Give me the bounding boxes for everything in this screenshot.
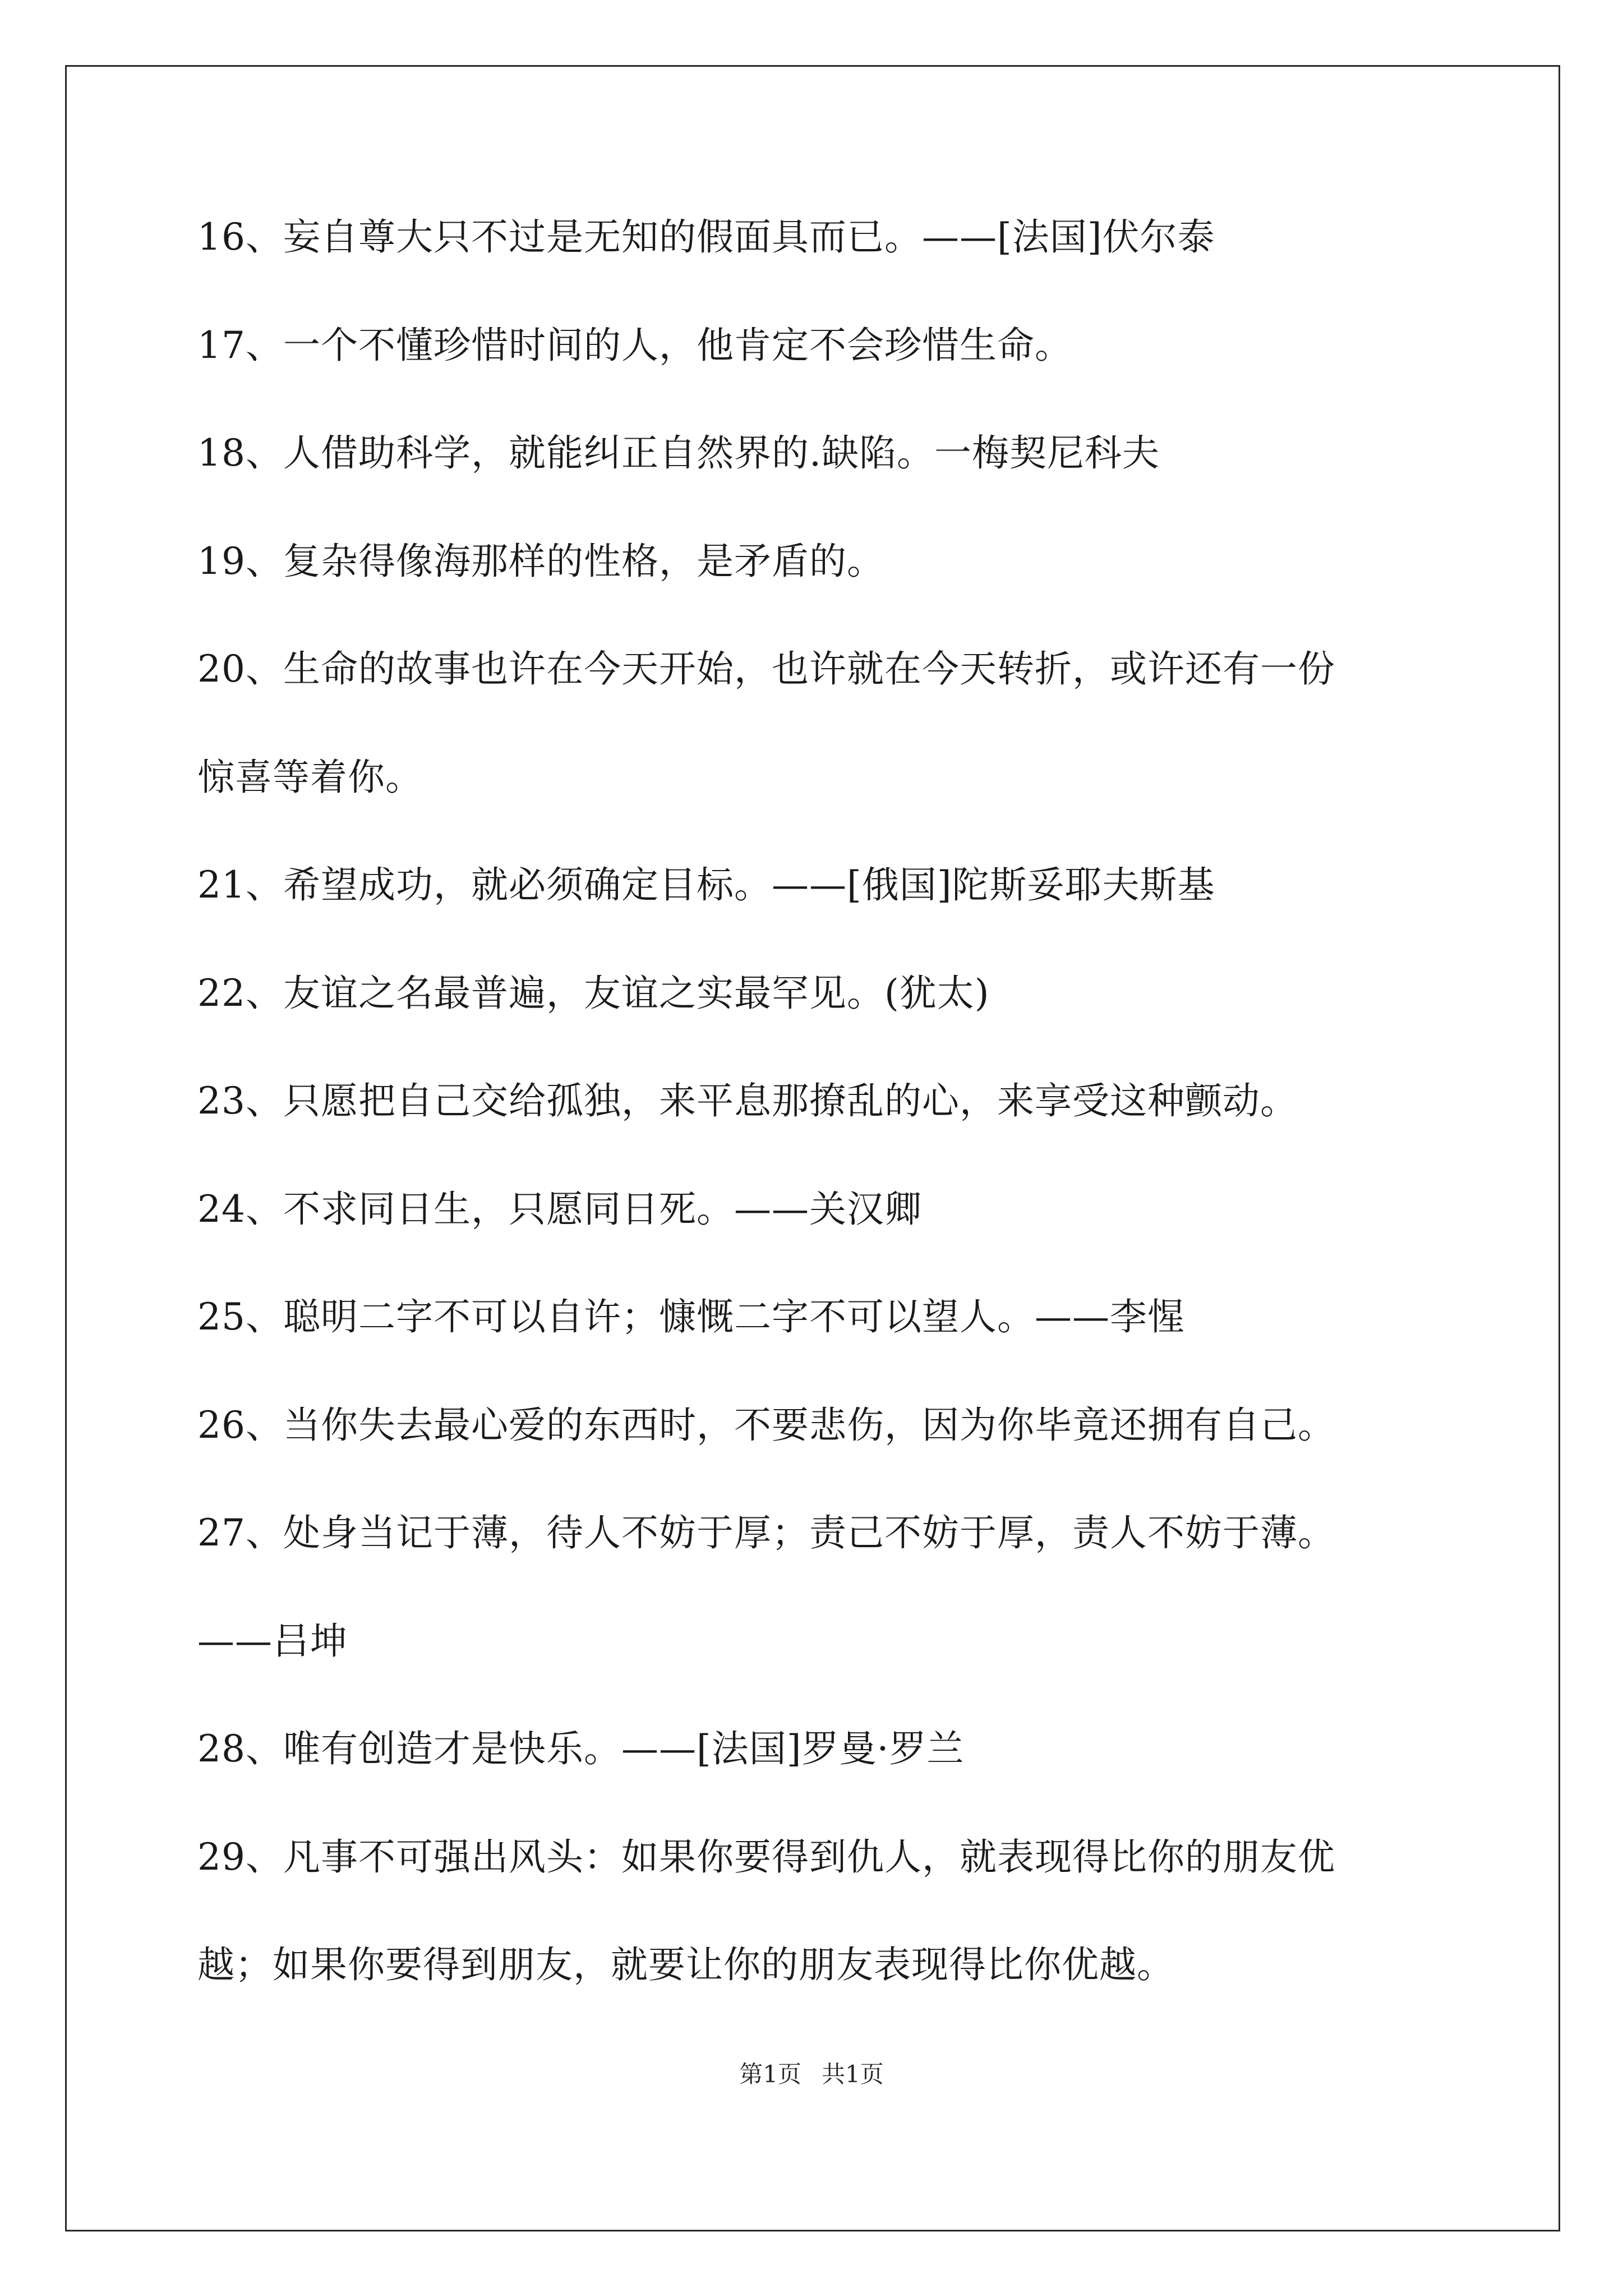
page-footer (0, 2056, 1623, 2090)
quote-line: 20、生命的故事也许在今天开始，也许就在今天转折，或许还有一份 (197, 647, 1335, 691)
page-border (65, 65, 1560, 2231)
quote-line: 22、友谊之名最普遍，友谊之实最罕见。(犹太) (197, 972, 990, 1015)
quote-line: 19、复杂得像海那样的性格，是矛盾的。 (197, 540, 884, 583)
quote-line: 21、希望成功，就必须确定目标。——[俄国]陀斯妥耶夫斯基 (197, 863, 1215, 907)
quote-line-continuation: ——吕坤 (197, 1619, 348, 1663)
quote-line: 28、唯有创造才是快乐。——[法国]罗曼·罗兰 (197, 1727, 965, 1770)
quote-line: 18、人借助科学，就能纠正自然界的.缺陷。一梅契尼科夫 (197, 431, 1160, 475)
quote-line: 24、不求同日生，只愿同日死。——关汉卿 (197, 1188, 922, 1231)
quote-line: 27、处身当记于薄，待人不妨于厚；责己不妨于厚，责人不妨于薄。 (197, 1511, 1335, 1554)
quote-line: 16、妄自尊大只不过是无知的假面具而已。——[法国]伏尔泰 (197, 215, 1215, 259)
quote-line: 25、聪明二字不可以自许；慷慨二字不可以望人。——李惺 (197, 1295, 1185, 1338)
quote-line: 17、一个不懂珍惜时间的人，他肯定不会珍惜生命。 (197, 324, 1072, 367)
page-total: 共1页 (822, 2060, 884, 2088)
quote-line-continuation: 惊喜等着你。 (197, 756, 423, 799)
page-number: 第1页 (739, 2060, 801, 2088)
quote-line: 26、当你失去最心爱的东西时，不要悲伤，因为你毕竟还拥有自己。 (197, 1404, 1335, 1447)
quote-line: 29、凡事不可强出风头：如果你要得到仇人，就表现得比你的朋友优 (197, 1835, 1335, 1879)
quote-line: 23、只愿把自己交给孤独，来平息那撩乱的心，来享受这种颤动。 (197, 1079, 1298, 1122)
quote-line-continuation: 越；如果你要得到朋友，就要让你的朋友表现得比你优越。 (197, 1943, 1174, 1986)
